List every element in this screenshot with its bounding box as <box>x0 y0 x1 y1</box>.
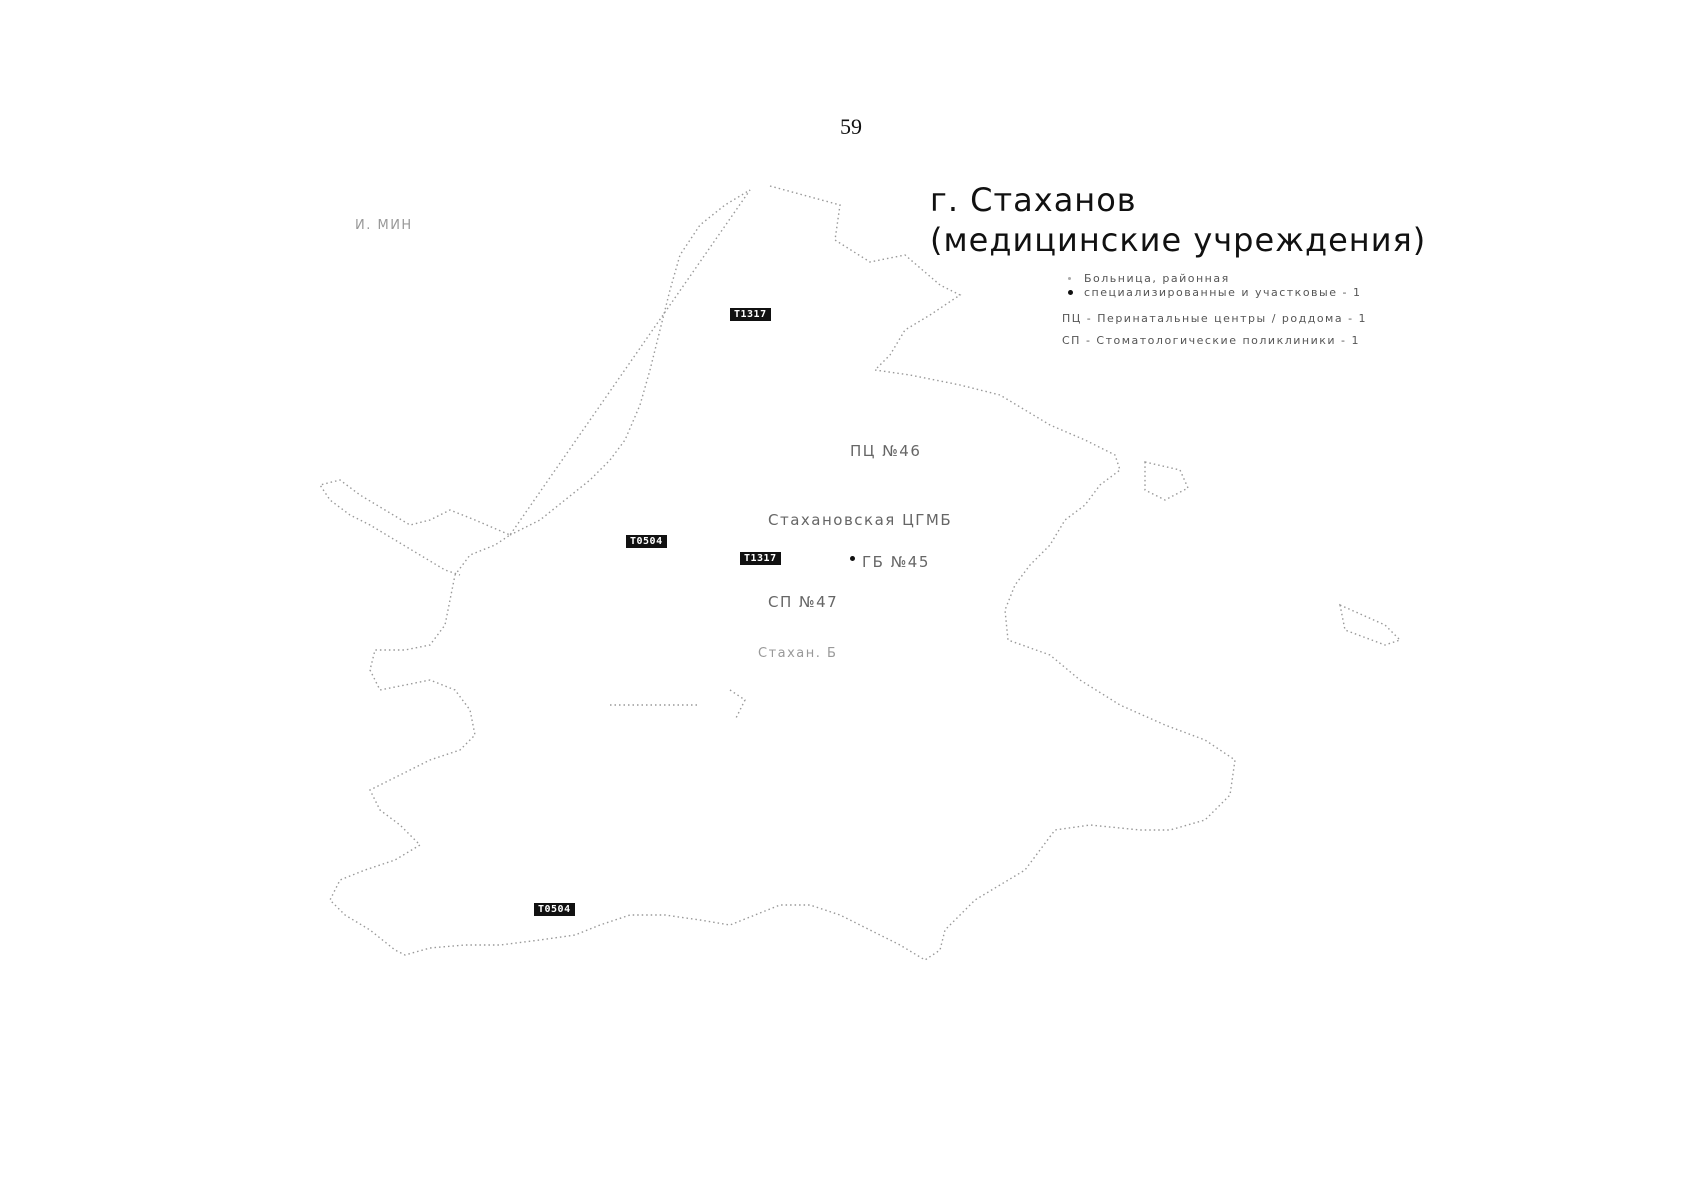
legend-item-perinatal <box>1062 312 1367 326</box>
page-number: 59 <box>840 114 862 139</box>
label-gb45: ГБ №45 <box>862 553 930 571</box>
legend-item-specialized <box>1062 286 1367 300</box>
hospital-marker <box>850 556 855 561</box>
road-shield-west: Т0504 <box>626 535 667 548</box>
label-crb: Стахановская ЦГМБ <box>768 511 953 529</box>
island-far-east <box>1340 605 1400 645</box>
label-stakhanov: Стахан. Б <box>758 646 838 661</box>
legend <box>1062 272 1367 348</box>
label-sp47: СП №47 <box>768 593 839 611</box>
legend-label: специализированные и участковые - 1 <box>1084 286 1362 299</box>
river-line <box>610 690 745 720</box>
road-shield-north: Т1317 <box>730 308 771 321</box>
map-title <box>930 180 1426 260</box>
legend-item-dental <box>1062 334 1367 348</box>
hospital-dot-icon <box>1068 277 1071 280</box>
legend-item-hospital <box>1062 272 1367 286</box>
label-pc46: ПЦ №46 <box>850 442 922 460</box>
legend-label: СП - Стоматологические поликлиники - 1 <box>1062 334 1360 347</box>
road-shield-south: Т0504 <box>534 903 575 916</box>
road-shield-center: Т1317 <box>740 552 781 565</box>
legend-label: ПЦ - Перинатальные центры / роддома - 1 <box>1062 312 1368 325</box>
legend-label: Больница, районная <box>1084 272 1230 285</box>
specialized-dot-icon <box>1068 290 1073 295</box>
title-line-1: г. Стаханов <box>930 181 1137 219</box>
label-top-left: И. МИН <box>355 218 413 233</box>
island-east <box>1145 462 1188 500</box>
title-line-2: (медицинские учреждения) <box>930 221 1427 259</box>
